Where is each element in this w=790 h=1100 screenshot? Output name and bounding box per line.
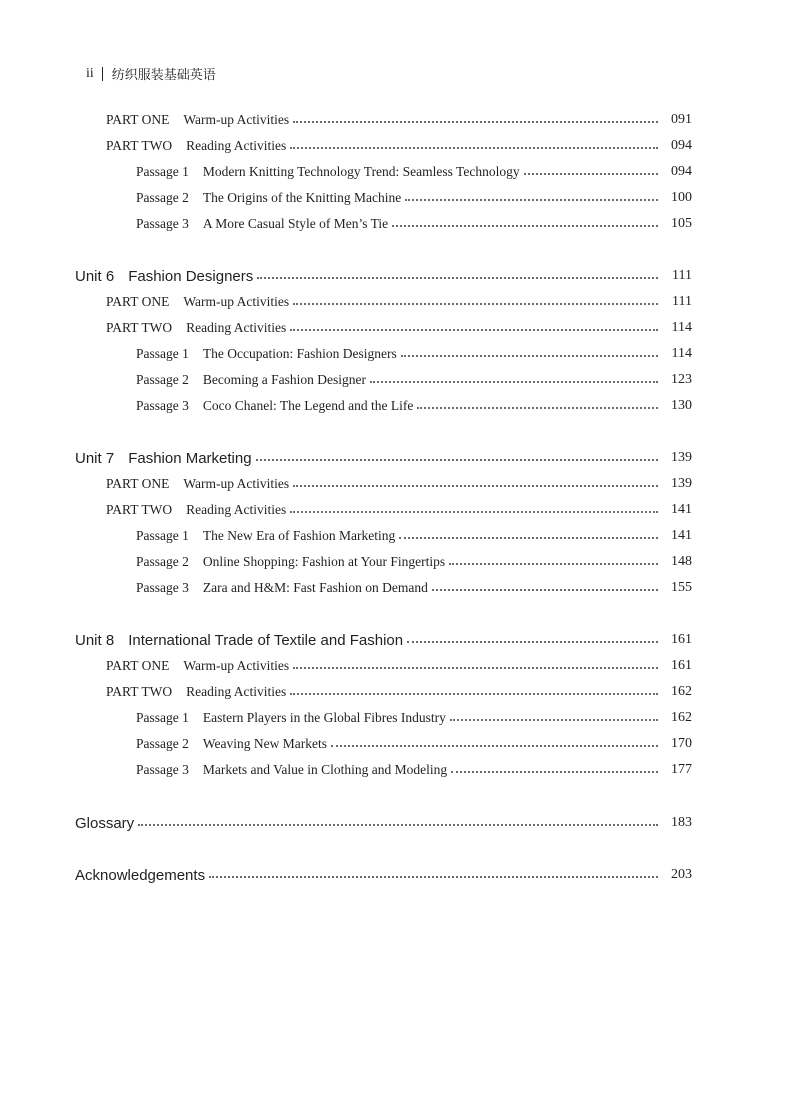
dot-leader (293, 120, 658, 123)
toc-entry-text: Warm-up Activities (183, 112, 290, 127)
toc-entry-text: International Trade of Textile and Fashion (128, 631, 404, 649)
toc-entry-text: Reading Activities (186, 502, 287, 517)
dot-leader (370, 380, 658, 383)
toc-entry-number: Passage 2 (136, 190, 189, 205)
toc-entry-title (106, 294, 289, 310)
running-header (86, 64, 216, 83)
toc-page-number: 141 (671, 528, 692, 543)
dot-leader (331, 744, 658, 747)
toc-page-number: 111 (672, 294, 692, 309)
toc-entry-title (136, 710, 446, 726)
toc-entry-part[interactable] (0, 135, 790, 157)
toc-page-number: 091 (671, 112, 692, 127)
toc-entry-text: Warm-up Activities (183, 658, 290, 673)
toc-entry-number: PART TWO (106, 502, 173, 517)
toc-entry-unit[interactable] (0, 447, 790, 469)
toc-entry-text: Coco Chanel: The Legend and the Life (202, 398, 414, 413)
toc-entry-pass[interactable] (0, 759, 790, 781)
toc-page-number: 114 (671, 346, 692, 361)
dot-leader (293, 666, 658, 669)
toc-entry-title (136, 398, 413, 414)
toc-page-number: 141 (671, 502, 692, 517)
toc-page-number: 161 (671, 658, 692, 673)
dot-leader (209, 875, 658, 878)
toc-entry-pass[interactable] (0, 551, 790, 573)
toc-entry-number: PART ONE (106, 112, 170, 127)
toc-page-number: 139 (671, 450, 692, 465)
toc-entry-number: Passage 1 (136, 528, 189, 543)
toc-entry-pass[interactable] (0, 395, 790, 417)
toc-entry-pass[interactable] (0, 707, 790, 729)
dot-leader (451, 770, 658, 773)
dot-leader (407, 640, 658, 643)
toc-entry-unit[interactable] (0, 864, 790, 886)
toc-entry-number: Passage 3 (136, 216, 189, 231)
toc-entry-text: Reading Activities (186, 138, 287, 153)
toc-entry-title (106, 138, 286, 154)
toc-entry-text: The New Era of Fashion Marketing (202, 528, 396, 543)
toc-page-number: 094 (671, 164, 692, 179)
toc-entry-number: Passage 2 (136, 736, 189, 751)
toc-page-number: 123 (671, 372, 692, 387)
toc-page-number: 161 (671, 632, 692, 647)
toc-page-number: 100 (671, 190, 692, 205)
toc-entry-text: Online Shopping: Fashion at Your Fingertips (202, 554, 446, 569)
dot-leader (290, 510, 658, 513)
dot-leader (524, 172, 658, 175)
toc-entry-title (75, 450, 252, 467)
toc-entry-part[interactable] (0, 681, 790, 703)
toc-entry-title (136, 762, 447, 778)
toc-entry-title (75, 632, 403, 649)
toc-entry-pass[interactable] (0, 213, 790, 235)
toc-entry-part[interactable] (0, 473, 790, 495)
dot-leader (257, 276, 658, 279)
dot-leader (450, 718, 658, 721)
toc-entry-pass[interactable] (0, 187, 790, 209)
toc-entry-text: Reading Activities (186, 320, 287, 335)
toc-entry-title (136, 580, 428, 596)
dot-leader (417, 406, 658, 409)
toc-entry-unit[interactable] (0, 265, 790, 287)
toc-entry-title (106, 112, 289, 128)
toc-entry-number: PART ONE (106, 658, 170, 673)
dot-leader (449, 562, 658, 565)
dot-leader (256, 458, 658, 461)
dot-leader (290, 328, 658, 331)
header-divider (102, 67, 103, 81)
toc-entry-pass[interactable] (0, 577, 790, 599)
toc-entry-text: Weaving New Markets (202, 736, 327, 751)
toc-entry-number: PART ONE (106, 476, 170, 491)
toc-entry-title (75, 867, 205, 884)
toc-entry-text: Eastern Players in the Global Fibres Industry (202, 710, 446, 725)
toc-entry-part[interactable] (0, 655, 790, 677)
toc-entry-pass[interactable] (0, 161, 790, 183)
toc-entry-pass[interactable] (0, 525, 790, 547)
toc-entry-text: The Occupation: Fashion Designers (202, 346, 397, 361)
toc-entry-number: Passage 3 (136, 398, 189, 413)
toc-entry-part[interactable] (0, 499, 790, 521)
toc-entry-number: Passage 1 (136, 346, 189, 361)
toc-entry-title (136, 528, 395, 544)
toc-entry-number: Passage 3 (136, 762, 189, 777)
toc-page-number: 111 (672, 268, 692, 283)
toc-entry-text: Markets and Value in Clothing and Modeling (202, 762, 448, 777)
toc-entry-title (136, 554, 445, 570)
toc-page-number: 114 (671, 320, 692, 335)
toc-entry-pass[interactable] (0, 369, 790, 391)
toc-entry-number: Passage 1 (136, 710, 189, 725)
toc-page-number: 155 (671, 580, 692, 595)
toc-page-number: 170 (671, 736, 692, 751)
toc-entry-title (136, 372, 366, 388)
dot-leader (290, 692, 658, 695)
toc-entry-number: Passage 3 (136, 580, 189, 595)
toc-entry-title (106, 684, 286, 700)
page-number: ii (86, 65, 94, 81)
toc-entry-text: Warm-up Activities (183, 294, 290, 309)
dot-leader (138, 823, 658, 826)
dot-leader (399, 536, 658, 539)
toc-entry-title (106, 320, 286, 336)
toc-entry-number: PART ONE (106, 294, 170, 309)
toc-page-number: 139 (671, 476, 692, 491)
toc-entry-number: PART TWO (106, 684, 173, 699)
toc-entry-unit[interactable] (0, 629, 790, 651)
toc-entry-title (106, 502, 286, 518)
toc-entry-number: Passage 2 (136, 554, 189, 569)
toc-entry-number: Passage 1 (136, 164, 189, 179)
toc-entry-pass[interactable] (0, 343, 790, 365)
toc-page-number: 094 (671, 138, 692, 153)
toc-entry-text: Glossary (75, 814, 135, 832)
toc-entry-text: Warm-up Activities (183, 476, 290, 491)
toc-page-number: 177 (671, 762, 692, 777)
toc-entry-number: Passage 2 (136, 372, 189, 387)
toc-entry-unit[interactable] (0, 812, 790, 834)
toc-entry-title (136, 216, 388, 232)
toc-entry-text: Zara and H&M: Fast Fashion on Demand (202, 580, 428, 595)
toc-entry-text: Fashion Designers (128, 267, 254, 285)
toc-entry-text: Reading Activities (186, 684, 287, 699)
toc-entry-title (136, 164, 520, 180)
toc-entry-title (75, 815, 134, 832)
toc-page-number: 203 (671, 867, 692, 882)
dot-leader (405, 198, 658, 201)
toc-page-number: 148 (671, 554, 692, 569)
toc-entry-title (106, 476, 289, 492)
dot-leader (432, 588, 658, 591)
toc-page-number: 162 (671, 684, 692, 699)
toc-entry-title (136, 346, 397, 362)
toc-entry-text: Acknowledgements (75, 866, 206, 884)
toc-entry-pass[interactable] (0, 733, 790, 755)
toc-entry-title (75, 268, 253, 285)
toc-entry-text: Fashion Marketing (128, 449, 252, 467)
toc-entry-part[interactable] (0, 291, 790, 313)
toc-entry-title (136, 190, 401, 206)
toc-entry-number: Unit 6 (75, 267, 115, 285)
dot-leader (293, 484, 658, 487)
toc-entry-number: Unit 7 (75, 449, 115, 467)
toc-page-number: 105 (671, 216, 692, 231)
toc-page-number: 130 (671, 398, 692, 413)
dot-leader (392, 224, 658, 227)
toc-entry-number: PART TWO (106, 138, 173, 153)
toc-entry-title (136, 736, 327, 752)
dot-leader (401, 354, 658, 357)
toc-entry-number: PART TWO (106, 320, 173, 335)
toc-entry-text: Becoming a Fashion Designer (202, 372, 366, 387)
toc-entry-text: Modern Knitting Technology Trend: Seamless Technology (202, 164, 520, 179)
toc-entry-number: Unit 8 (75, 631, 115, 649)
dot-leader (290, 146, 658, 149)
dot-leader (293, 302, 658, 305)
book-title: 纺织服装基础英语 (111, 68, 216, 83)
toc-page-number: 162 (671, 710, 692, 725)
toc-entry-text: The Origins of the Knitting Machine (202, 190, 402, 205)
toc-entry-part[interactable] (0, 109, 790, 131)
toc-entry-text: A More Casual Style of Men’s Tie (202, 216, 389, 231)
toc-page-number: 183 (671, 815, 692, 830)
toc-entry-part[interactable] (0, 317, 790, 339)
toc-entry-title (106, 658, 289, 674)
